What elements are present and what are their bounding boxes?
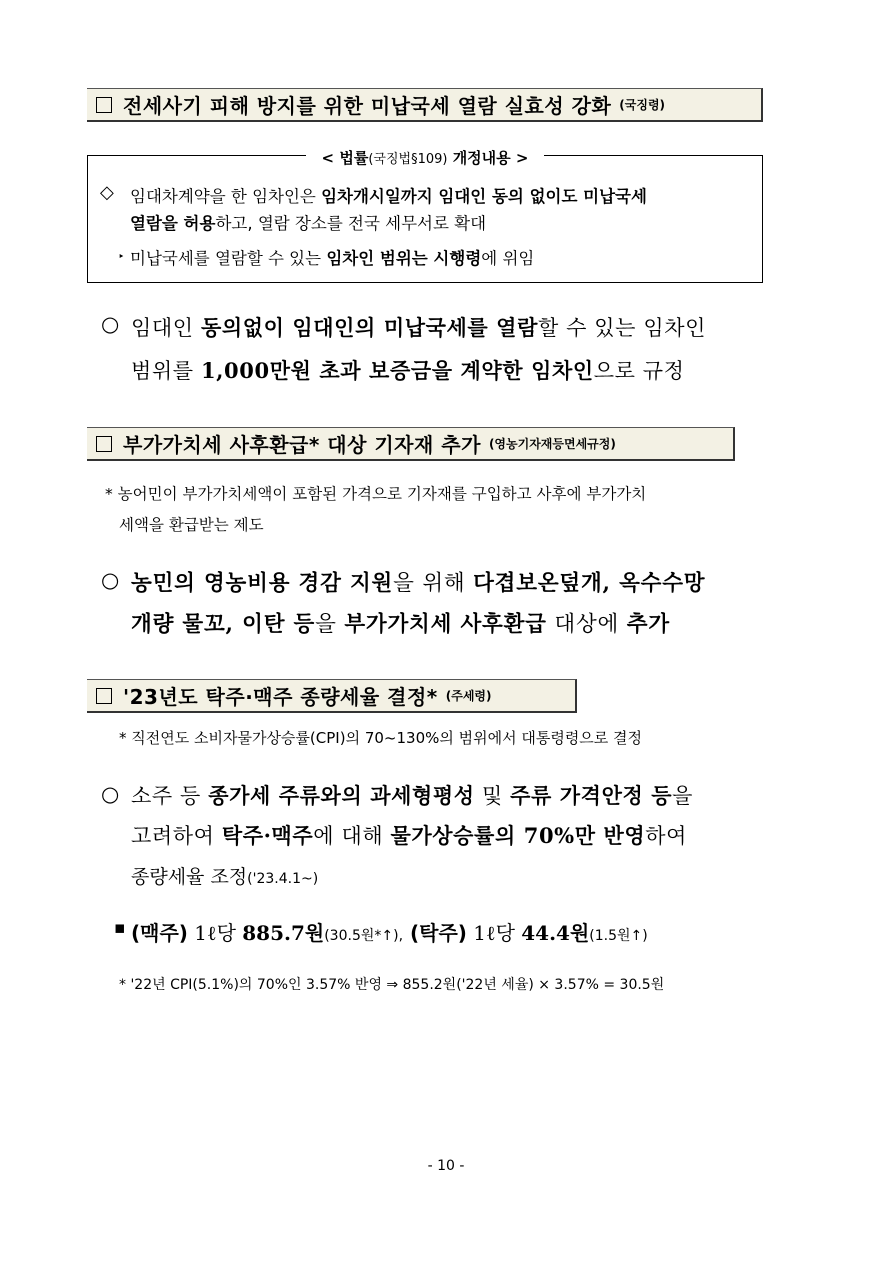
s2-p-l1-b: 을 위해 <box>393 571 474 596</box>
law-title-ref: (국징법§109) <box>368 152 448 167</box>
s1-p-l2-b: 1,000만원 초과 보증금을 계약한 임차인 <box>200 358 594 383</box>
s2-p-l2-c: 부가가치세 사후환급 <box>344 612 547 637</box>
page-number: - 10 - <box>427 1158 465 1174</box>
section1-header <box>87 88 763 122</box>
takju-label: (탁주) <box>403 921 467 945</box>
section3-para-line2 <box>131 820 687 850</box>
s3-p-l3-a: 종량세율 조정 <box>131 866 248 888</box>
s2-p-l2-b: 을 <box>315 612 345 637</box>
law-box-title <box>88 147 762 168</box>
s3-p-l2-d: 물가상승률의 70%만 반영 <box>390 823 646 848</box>
law-item1-line2-bold: 열람을 허용 <box>130 214 216 233</box>
s1-p-l2-a: 범위를 <box>131 359 201 383</box>
takju-unit: 1ℓ당 <box>466 921 522 945</box>
circle-bullet-icon: ○ <box>101 312 120 336</box>
beer-change: (30.5원*↑), <box>324 928 404 944</box>
s3-p-l2-a: 고려하여 <box>131 824 222 848</box>
s2-p-l1-a: 농민의 영농비용 경감 지원 <box>131 571 394 596</box>
s1-p-l1-a: 임대인 <box>131 316 201 340</box>
section3-para-line3 <box>131 862 318 889</box>
s3-p-l3-b: ('23.4.1~) <box>247 871 319 887</box>
s3-p-l1-c: 및 <box>474 784 511 808</box>
section1-tag: (국징령) <box>619 98 666 112</box>
law-item1-line1-bold: 임차개시일까지 임대인 동의 없이도 미납국세 <box>321 187 647 206</box>
s2-p-l2-d: 대상에 <box>546 612 627 637</box>
law-item1-line2 <box>130 210 486 234</box>
takju-value: 44.4원 <box>521 921 590 945</box>
law-item2-bold: 임차인 범위는 시행령 <box>326 249 482 268</box>
law-title-bold: < 법률 <box>321 149 369 167</box>
s3-p-l1-a: 소주 등 <box>131 784 209 808</box>
section3-para-line1 <box>131 780 693 810</box>
section3-header <box>87 679 577 713</box>
law-item2-text-2: 에 위임 <box>481 249 535 268</box>
checkbox-square-icon <box>96 436 112 452</box>
section3-title: '23년도 탁주·맥주 종량세율 결정* <box>123 685 438 709</box>
diamond-icon: ◇ <box>100 182 114 203</box>
section2-para-line1 <box>131 566 705 597</box>
circle-bullet-icon: ○ <box>101 782 120 806</box>
circle-bullet-icon: ○ <box>101 568 120 592</box>
law-item2 <box>130 245 534 269</box>
section2-note-line1: * 농어민이 부가가치세액이 포함된 가격으로 기자재를 구입하고 사후에 부가가치 <box>105 485 647 503</box>
section1-para-line2 <box>131 355 685 385</box>
s2-p-l2-a: 개량 물꼬, 이탄 등 <box>131 612 316 637</box>
calc-note: * '22년 CPI(5.1%)의 70%인 3.57% 반영 ⇒ 855.2원('22년 세율) × 3.57% = 30.5원 <box>119 977 665 993</box>
s3-p-l1-e: 을 <box>672 784 694 808</box>
s3-p-l1-b: 종가세 주류와의 과세형평성 <box>208 783 475 808</box>
law-amendment-box <box>87 149 763 283</box>
section2-title: 부가가치세 사후환급* 대상 기자재 추가 <box>123 433 481 457</box>
s3-p-l2-c: 에 대해 <box>313 824 391 848</box>
section3-note: * 직전연도 소비자물가상승률(CPI)의 70~130%의 범위에서 대통령령으로 결정 <box>119 729 643 747</box>
s3-p-l2-e: 하여 <box>645 824 688 848</box>
law-item1-line1 <box>130 183 647 207</box>
beer-label: (맥주) <box>131 921 188 945</box>
takju-change: (1.5원↑) <box>589 928 648 944</box>
square-bullet-icon: ▪ <box>114 918 126 938</box>
s3-p-l2-b: 탁주·맥주 <box>221 823 314 848</box>
s2-p-l2-e: 추가 <box>626 612 670 637</box>
checkbox-square-icon <box>96 688 112 704</box>
s1-p-l1-b: 동의없이 임대인의 미납국세를 열람 <box>200 315 538 340</box>
checkbox-square-icon <box>96 97 112 113</box>
beer-unit: 1ℓ당 <box>187 921 243 945</box>
beer-value: 885.7원 <box>242 921 325 945</box>
section2-header <box>87 427 735 461</box>
section1-title: 전세사기 피해 방지를 위한 미납국세 열람 실효성 강화 <box>123 94 612 118</box>
section2-para-line2 <box>131 607 670 638</box>
law-title-bold-2: 개정내용 > <box>447 149 529 167</box>
s1-p-l2-c: 으로 규정 <box>593 359 685 383</box>
law-item1-line2-text: 하고, 열람 장소를 전국 세무서로 확대 <box>215 214 487 233</box>
section3-tag: (주세령) <box>445 689 492 703</box>
law-item2-text: 미납국세를 열람할 수 있는 <box>130 249 327 268</box>
section2-note-line2: 세액을 환급받는 제도 <box>119 516 264 534</box>
s2-p-l1-c: 다겹보온덮개, 옥수수망 <box>473 571 706 596</box>
s1-p-l1-c: 할 수 있는 임차인 <box>537 316 706 340</box>
section2-tag: (영농기자재등면세규정) <box>488 437 616 451</box>
triangle-bullet-icon: ‣ <box>118 250 125 263</box>
s3-p-l1-d: 주류 가격안정 등 <box>510 783 673 808</box>
law-item1-line1-text: 임대차계약을 한 임차인은 <box>130 187 322 206</box>
tax-rate-line <box>131 917 648 946</box>
section1-para-line1 <box>131 312 706 342</box>
